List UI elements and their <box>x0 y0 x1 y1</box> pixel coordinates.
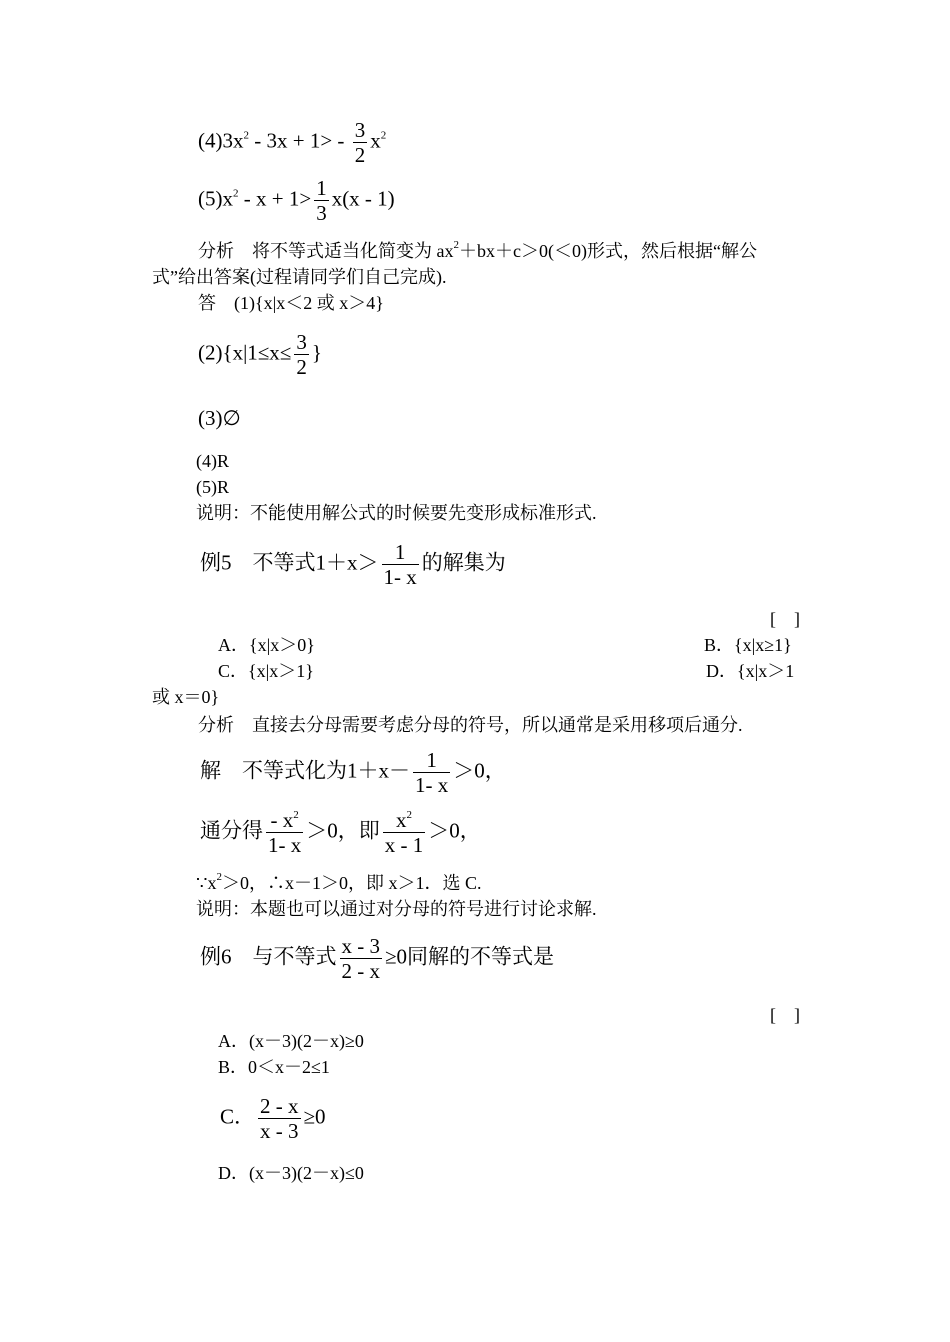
answer-1: 答 (1){x|x＜2 或 x＞4} <box>198 293 384 313</box>
fraction: $\frac{3}{2}$ <box>354 118 366 168</box>
answer-5: (5)R <box>196 477 229 497</box>
fraction: $\frac{1}{1- x}$ <box>383 540 417 590</box>
fraction: $\frac{1}{3}$ <box>316 176 327 226</box>
answer-bracket: [ ] <box>770 1005 800 1025</box>
note-1: 说明：不能使用解公式的时候要先变形成标准形式. <box>196 503 597 523</box>
option-d: D．(x－3)(2－x)≤0 <box>218 1163 364 1183</box>
option-d: D．{x|x＞1 <box>706 661 795 681</box>
answer-bracket: [ ] <box>770 609 800 629</box>
solution-line-3: $\because x^2>0$，∴x－1＞0，即 x＞1．选 C. <box>196 871 482 893</box>
option-b: B．0＜x－2≤1 <box>218 1057 330 1077</box>
solution-line-2: 通分得 $\frac{- x^2}{1- x}$ ＞0，即 $\frac{x^2}{x - 1}$ ＞0， <box>200 808 481 858</box>
analysis-2: 分析 直接去分母需要考虑分母的符号，所以通常是采用移项后通分. <box>198 715 743 735</box>
fraction: $\frac{1}{1- x}$ <box>415 748 449 798</box>
answer-4: (4)R <box>196 451 229 471</box>
example-6: 例6 与不等式 $\frac{x - 3}{2 - x}$ ≥0同解的不等式是 <box>200 934 555 984</box>
option-c: C． $\frac{2 - x}{x - 3}$ ≥0 <box>220 1094 326 1144</box>
option-a: A．{x|x＞0} <box>218 635 315 655</box>
fraction: $\frac{x - 3}{2 - x}$ <box>341 934 380 984</box>
option-d-continued: 或 x＝0} <box>152 687 220 707</box>
analysis-paragraph: 分析 将不等式适当化简变为 $ax^2+bx+c>0(<0)$形式，然后根据“解公 式”给出答案(过程请同学们自己完成). <box>152 239 757 287</box>
option-b: B．{x|x≥1} <box>704 635 792 655</box>
problem-4: $(4)3x^2 - 3x + 1>$ - $\frac{3}{2}$ $x^2$ <box>198 118 387 168</box>
note-2: 说明：本题也可以通过对分母的符号进行讨论求解. <box>196 899 597 919</box>
answer-3: (3)∅ <box>198 406 241 430</box>
example-5: 例5 不等式1＋x＞ $\frac{1}{1- x}$ 的解集为 <box>200 540 506 590</box>
fraction: $\frac{2 - x}{x - 3}$ <box>260 1094 299 1144</box>
answer-2: (2){x|1≤x≤ $\frac{3}{2}$ } <box>198 330 322 380</box>
problem-5: $(5)x^2 - x + 1>$ $\frac{1}{3}$ x(x - 1) <box>198 176 395 226</box>
option-a: A．(x－3)(2－x)≥0 <box>218 1031 364 1051</box>
fraction: $\frac{x^2}{x - 1}$ <box>384 808 424 858</box>
solution-line-1: 解 不等式化为1＋x－ $\frac{1}{1- x}$ ＞0， <box>200 748 506 798</box>
fraction: $\frac{3}{2}$ <box>296 330 307 380</box>
option-c: C．{x|x＞1} <box>218 661 314 681</box>
fraction: $\frac{- x^2}{1- x}$ <box>268 808 302 858</box>
